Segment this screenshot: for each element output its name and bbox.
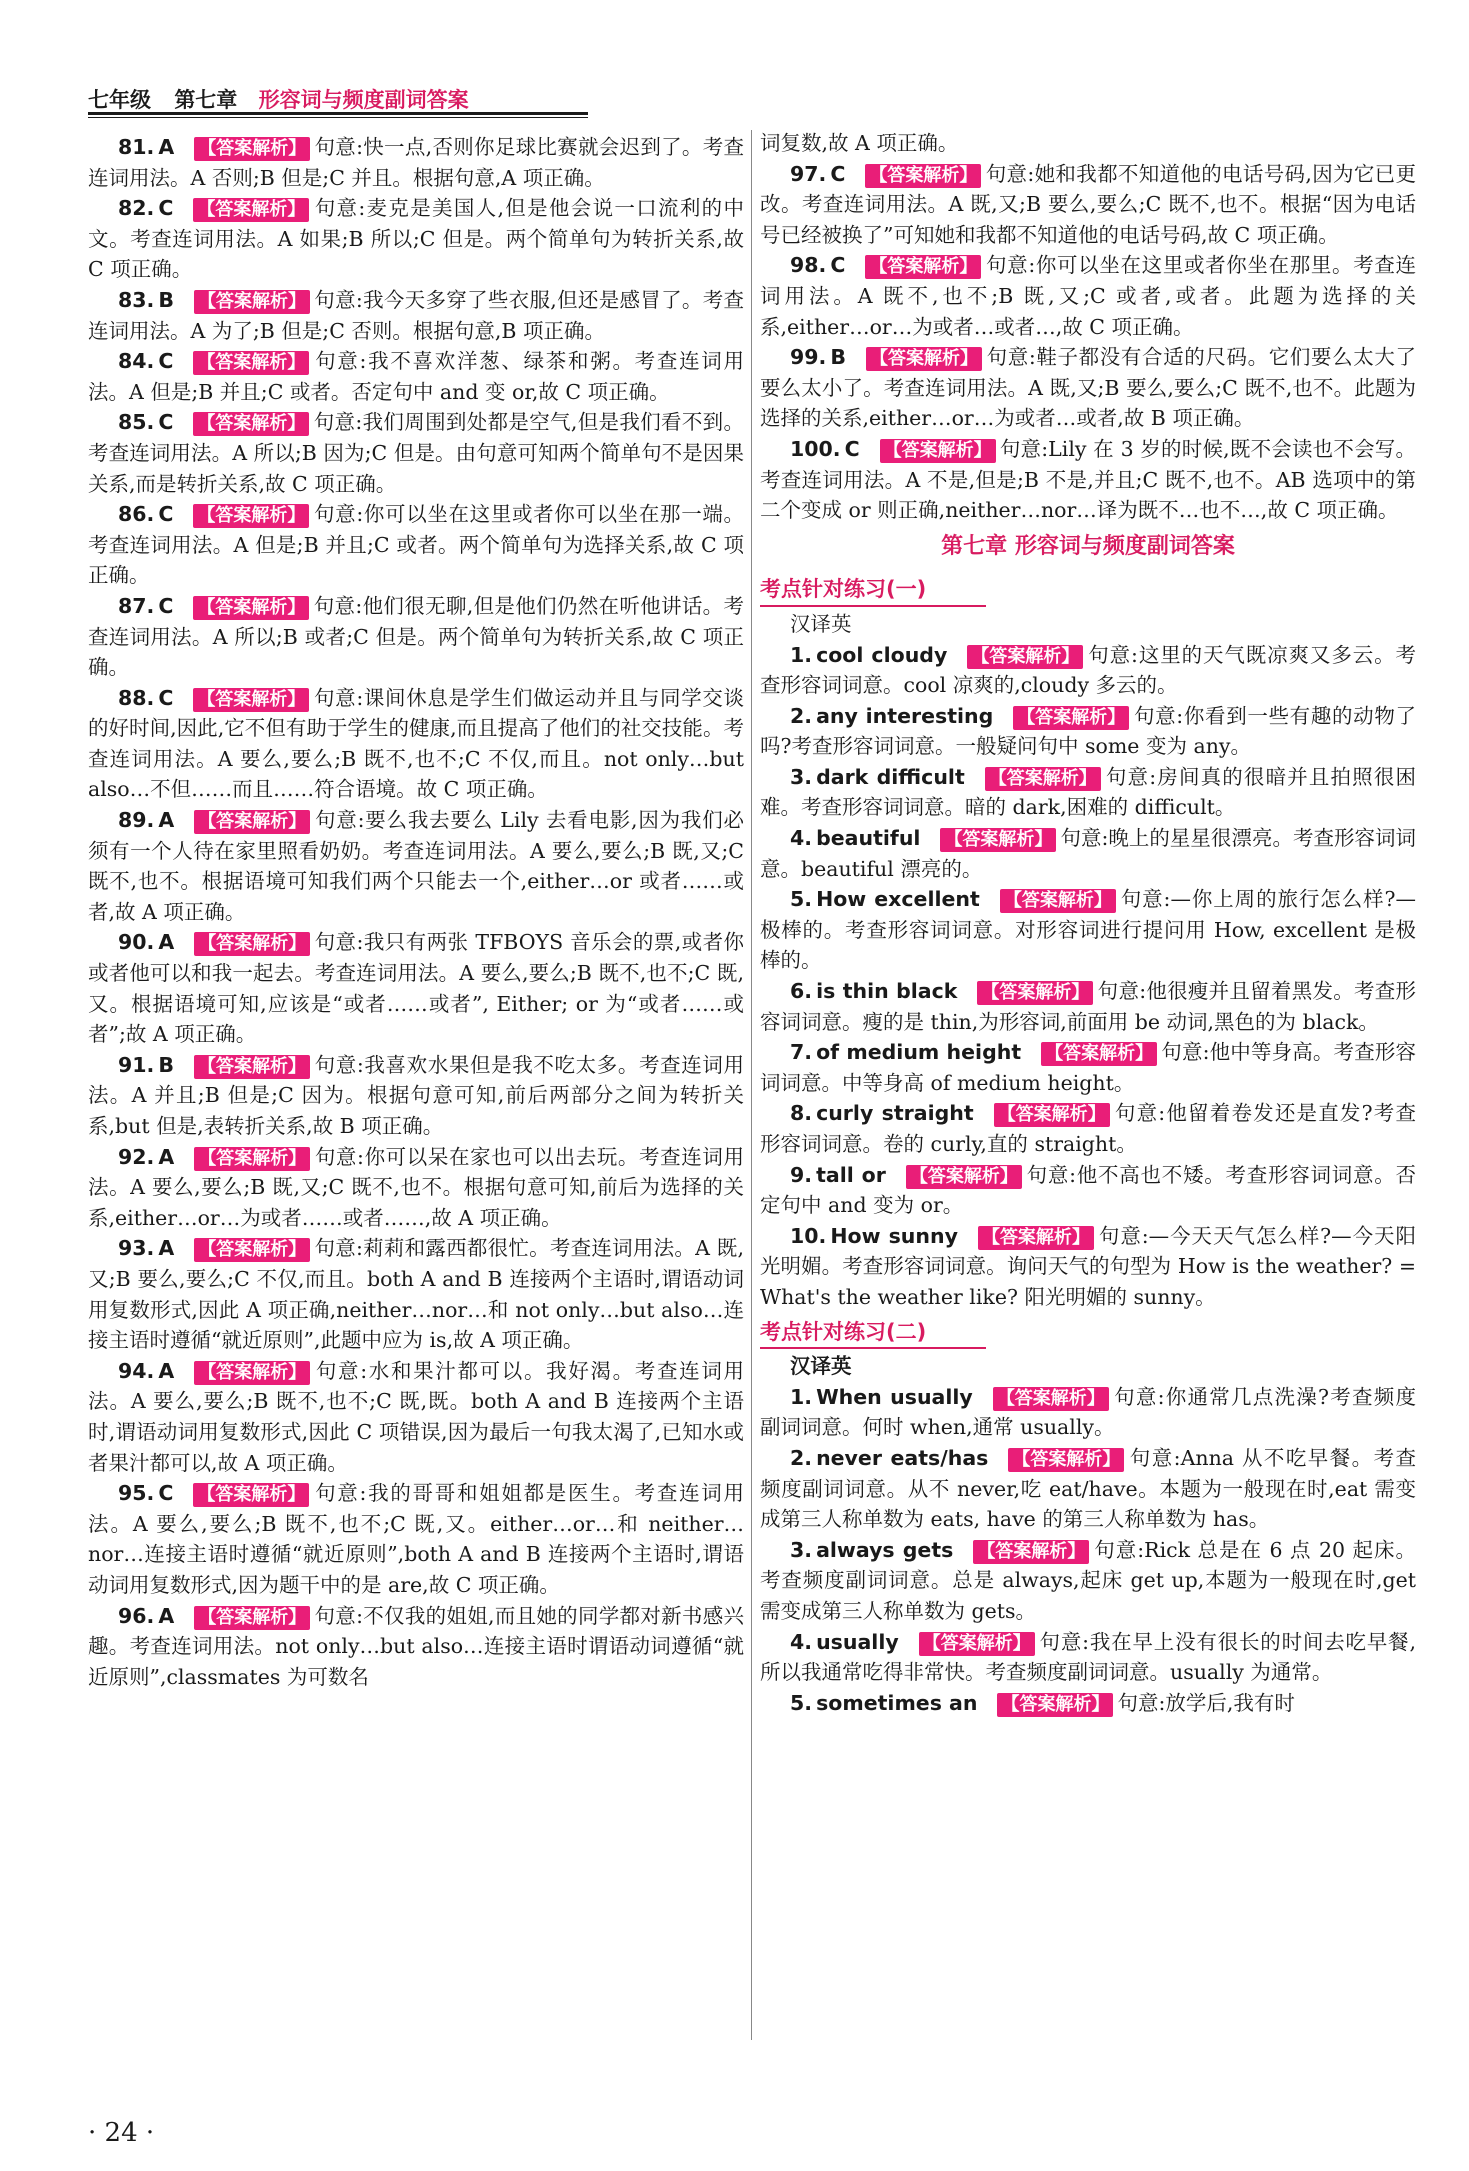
answer-item xyxy=(760,1160,1416,1221)
answer-item xyxy=(88,1478,744,1600)
answer-item xyxy=(88,499,744,591)
answer-item xyxy=(760,823,1416,884)
answer-item xyxy=(760,1535,1416,1627)
item-number: 91. xyxy=(118,1052,155,1077)
answer-analysis-tag: 【 答案解析 】 xyxy=(193,504,309,528)
item-number: 90. xyxy=(118,930,155,955)
item-explanation: 句意:我在早上没有很长的时间去吃早餐,所以我通常吃得非常快。考查频度副词词意。usually 为通常。 xyxy=(760,1629,1416,1685)
section-title-2: 考点针对练习(二) xyxy=(760,1317,986,1350)
answer-item xyxy=(760,250,1416,342)
answer-item xyxy=(88,193,744,285)
answer-analysis-tag: 【 答案解析 】 xyxy=(193,198,309,222)
item-answer: A xyxy=(158,1603,175,1628)
answer-analysis-tag: 【 答案解析 】 xyxy=(967,645,1083,669)
answer-analysis-tag: 【 答案解析 】 xyxy=(193,1483,309,1507)
item-explanation: 句意:水和果汁都可以。我好渴。考查连词用法。A 要么,要么;B 既不,也不;C 既,既。both A and B 连接两个主语时,谓语动词用复数形式,因此 C 项错误,因为最后一句我太渴了,已知水或者果汁都可以,故 A 项正确。 xyxy=(88,1358,744,1475)
item-number: 81. xyxy=(118,135,155,159)
item-answer: C xyxy=(158,685,174,710)
item-explanation: 句意:我喜欢水果但是我不吃太多。考查连词用法。A 并且;B 但是;C 因为。根据句意可知,前后两部分之间为转折关系,but 但是,表转折关系,故 B 项正确。 xyxy=(88,1052,744,1138)
item-number: 98. xyxy=(790,253,827,278)
item-number: 4. xyxy=(790,826,813,851)
item-number: 2. xyxy=(790,1445,813,1470)
item-number: 10. xyxy=(790,1223,827,1248)
answer-item xyxy=(88,1233,744,1355)
header-chapter: 第七章 xyxy=(174,88,238,112)
answer-item xyxy=(88,591,744,683)
item-answer: How sunny xyxy=(830,1223,958,1248)
item-number: 3. xyxy=(790,764,813,789)
item-explanation: 句意:麦克是美国人,但是他会说一口流利的中文。考查连词用法。A 如果;B 所以;C 但是。两个简单句为转折关系,故 C 项正确。 xyxy=(88,196,744,282)
page-header xyxy=(88,84,608,112)
item-explanation: 句意:—你上周的旅行怎么样?—极棒的。考查形容词词意。对形容词进行提问用 How, excellent 是极棒的。 xyxy=(760,887,1416,973)
item-number: 84. xyxy=(118,349,155,374)
item-number: 6. xyxy=(790,979,813,1004)
item-answer: C xyxy=(830,253,846,278)
item-answer: never eats/has xyxy=(816,1445,989,1470)
item-explanation: 句意:他中等身高。考查形容词词意。中等身高 of medium height。 xyxy=(760,1040,1416,1095)
answer-item xyxy=(760,1098,1416,1159)
answer-analysis-tag: 【 答案解析 】 xyxy=(880,439,996,463)
item-explanation: 句意:他不高也不矮。考查形容词词意。否定句中 and 变为 or。 xyxy=(760,1162,1416,1218)
right-column xyxy=(760,128,1416,1718)
answer-analysis-tag: 【 答案解析 】 xyxy=(997,1693,1113,1717)
item-answer: dark difficult xyxy=(816,764,965,789)
item-answer: C xyxy=(158,349,174,374)
item-answer: How excellent xyxy=(816,887,980,912)
answer-item xyxy=(760,434,1416,526)
item-explanation: 句意:课间休息是学生们做运动并且与同学交谈的好时间,因此,它不但有助于学生的健康,而且提高了他们的社交技能。考查连词用法。A 要么,要么;B 既不,也不;C 不仅,而且。not only…but also…不但……而且……符合语境。故 C 项正确。 xyxy=(88,685,744,802)
answer-item xyxy=(88,1142,744,1234)
item-answer: any interesting xyxy=(816,703,994,728)
item-number: 92. xyxy=(118,1144,155,1169)
section-subtitle-1: 汉译英 xyxy=(790,611,852,636)
item-explanation: 句意:Lily 在 3 岁的时候,既不会读也不会写。考查连词用法。A 不是,但是;B 不是,并且;C 既不,也不。AB 选项中的第二个变成 or 则正确,neither…nor…译为既不…也不…,故 C 项正确。 xyxy=(760,436,1416,523)
left-column xyxy=(88,132,744,1692)
answer-analysis-tag: 【 答案解析 】 xyxy=(1013,706,1129,730)
item-explanation: 句意:他很瘦并且留着黑发。考查形容词词意。瘦的是 thin,为形容词,前面用 be 动词,黑色的为 black。 xyxy=(760,979,1416,1034)
answer-item xyxy=(88,346,744,407)
item-answer: C xyxy=(844,436,860,461)
item-number: 85. xyxy=(118,410,155,435)
answer-analysis-tag: 【 答案解析 】 xyxy=(973,1540,1089,1564)
section-subtitle-2: 汉译英 xyxy=(790,1354,852,1379)
item-answer: A xyxy=(158,1358,175,1383)
right-items xyxy=(760,128,1416,526)
item-answer: C xyxy=(158,593,174,618)
item-answer: curly straight xyxy=(816,1101,974,1126)
item-explanation: 词复数,故 A 项正确。 xyxy=(760,131,959,155)
item-answer: A xyxy=(158,808,175,833)
item-answer: beautiful xyxy=(816,826,921,851)
answer-item xyxy=(88,1050,744,1142)
page-number: · 24 · xyxy=(88,2118,155,2148)
item-number: 83. xyxy=(118,287,155,312)
answer-item xyxy=(88,132,744,193)
item-answer: A xyxy=(158,1236,175,1261)
item-explanation: 句意:他留着卷发还是直发?考查形容词词意。卷的 curly,直的 straight。 xyxy=(760,1101,1416,1156)
section-2-items xyxy=(760,1382,1416,1719)
item-answer: C xyxy=(158,1481,174,1506)
item-number: 1. xyxy=(790,1384,813,1409)
header-rule xyxy=(88,112,588,115)
item-number: 8. xyxy=(790,1101,813,1126)
item-explanation: 句意:你可以坐在这里或者你可以坐在那一端。考查连词用法。A 但是;B 并且;C 或者。两个简单句为选择关系,故 C 项正确。 xyxy=(88,502,744,588)
answer-analysis-tag: 【 答案解析 】 xyxy=(985,767,1101,791)
item-number: 93. xyxy=(118,1236,155,1261)
item-number: 94. xyxy=(118,1358,155,1383)
answer-item xyxy=(760,1037,1416,1098)
answer-item xyxy=(760,762,1416,823)
item-answer: C xyxy=(158,502,174,527)
answer-item xyxy=(760,1382,1416,1443)
answer-analysis-tag: 【 答案解析 】 xyxy=(994,1103,1110,1127)
item-answer: A xyxy=(158,930,175,955)
answer-item xyxy=(760,1443,1416,1535)
item-explanation: 句意:我不喜欢洋葱、绿茶和粥。考查连词用法。A 但是;B 并且;C 或者。否定句中 and 变 or,故 C 项正确。 xyxy=(88,349,744,404)
answer-item xyxy=(88,285,744,346)
item-answer: B xyxy=(158,1052,174,1077)
item-number: 1. xyxy=(790,642,813,667)
item-answer: C xyxy=(830,161,846,186)
answer-analysis-tag: 【 答案解析 】 xyxy=(194,1606,310,1630)
item-answer: When usually xyxy=(816,1384,973,1409)
item-explanation: 句意:快一点,否则你足球比赛就会迟到了。考查连词用法。A 否则;B 但是;C 并且。根据句意,A 项正确。 xyxy=(88,135,744,190)
item-number: 96. xyxy=(118,1603,155,1628)
item-explanation: 句意:晚上的星星很漂亮。考查形容词词意。beautiful 漂亮的。 xyxy=(760,826,1416,881)
item-answer: is thin black xyxy=(816,979,958,1004)
section-1-items xyxy=(760,640,1416,1313)
item-number: 87. xyxy=(118,593,155,618)
item-explanation: 句意:你可以呆在家也可以出去玩。考查连词用法。A 要么,要么;B 既,又;C 既不,也不。根据句意可知,前后为选择的关系,either…or…为或者……或者……,故 A 项正确。 xyxy=(88,1144,744,1230)
item-answer: tall or xyxy=(816,1162,886,1187)
answer-analysis-tag: 【 答案解析 】 xyxy=(919,1632,1035,1656)
answer-item xyxy=(760,884,1416,976)
item-answer: A xyxy=(158,135,175,159)
answer-analysis-tag: 【 答案解析 】 xyxy=(1041,1042,1157,1066)
answer-item xyxy=(760,128,1416,159)
item-answer: A xyxy=(158,1144,175,1169)
answer-item xyxy=(760,1688,1416,1719)
item-answer: of medium height xyxy=(816,1040,1022,1065)
item-explanation: 句意:我们周围到处都是空气,但是我们看不到。考查连词用法。A 所以;B 因为;C 但是。由句意可知两个简单句不是因果关系,而是转折关系,故 C 项正确。 xyxy=(88,410,744,496)
answer-analysis-tag: 【 答案解析 】 xyxy=(194,1361,310,1385)
header-title: 形容词与频度副词答案 xyxy=(258,88,469,112)
section-title-1: 考点针对练习(一) xyxy=(760,574,986,607)
answer-analysis-tag: 【 答案解析 】 xyxy=(865,164,981,188)
item-explanation: 句意:你看到一些有趣的动物了吗?考查形容词词意。一般疑问句中 some 变为 any。 xyxy=(760,703,1417,759)
item-number: 88. xyxy=(118,685,155,710)
answer-item xyxy=(88,1356,744,1478)
answer-analysis-tag: 【 答案解析 】 xyxy=(194,137,310,161)
item-number: 100. xyxy=(790,436,841,461)
item-explanation: 句意:你通常几点洗澡?考查频度副词词意。何时 when,通常 usually。 xyxy=(760,1384,1417,1440)
header-grade: 七年级 xyxy=(88,88,151,112)
answer-analysis-tag: 【 答案解析 】 xyxy=(194,932,310,956)
item-answer: cool cloudy xyxy=(816,642,948,667)
answer-item xyxy=(760,701,1416,762)
item-explanation: 句意:我的哥哥和姐姐都是医生。考查连词用法。A 要么,要么;B 既不,也不;C 既,又。either…or…和 neither…nor…连接主语时遵循“就近原则”,both A and B 连接两个主语时,谓语动词用复数形式,因为题干中的是 are,故 C 项正确。 xyxy=(88,1481,744,1597)
item-explanation: 句意:不仅我的姐姐,而且她的同学都对新书感兴趣。考查连词用法。not only…but also…连接主语时谓语动词遵循“就近原则”,classmates 为可数名 xyxy=(88,1603,744,1689)
item-explanation: 句意:他们很无聊,但是他们仍然在听他讲话。考查连词用法。A 所以;B 或者;C 但是。两个简单句为转折关系,故 C 项正确。 xyxy=(88,593,744,680)
item-number: 2. xyxy=(790,703,813,728)
item-number: 9. xyxy=(790,1162,813,1187)
item-explanation: 句意:你可以坐在这里或者你坐在那里。考查连词用法。A 既不,也不;B 既,又;C 或者,或者。此题为选择的关系,either…or…为或者…或者…,故 C 项正确。 xyxy=(760,253,1416,339)
item-number: 5. xyxy=(790,887,813,912)
item-number: 82. xyxy=(118,196,155,221)
answer-item xyxy=(760,1221,1416,1313)
answer-analysis-tag: 【 答案解析 】 xyxy=(940,828,1056,852)
answer-item xyxy=(760,976,1416,1037)
item-explanation: 句意:房间真的很暗并且拍照很困难。考查形容词词意。暗的 dark,困难的 difficult。 xyxy=(760,764,1416,820)
answer-analysis-tag: 【 答案解析 】 xyxy=(865,255,981,279)
item-answer: usually xyxy=(816,1629,899,1654)
answer-analysis-tag: 【 答案解析 】 xyxy=(193,412,309,436)
answer-item xyxy=(760,640,1416,701)
item-number: 5. xyxy=(790,1690,813,1715)
item-explanation: 句意:这里的天气既凉爽又多云。考查形容词词意。cool 凉爽的,cloudy 多云的。 xyxy=(760,642,1416,698)
answer-item xyxy=(88,1601,744,1693)
item-explanation: 句意:我只有两张 TFBOYS 音乐会的票,或者你或者他可以和我一起去。考查连词用法。A 要么,要么;B 既不,也不;C 既,又。根据语境可知,应该是“或者……或者”, Either; or 为“或者……或者”;故 A 项正确。 xyxy=(88,930,744,1047)
item-number: 86. xyxy=(118,502,155,527)
item-explanation: 句意:莉莉和露西都很忙。考查连词用法。A 既,又;B 要么,要么;C 不仅,而且。both A and B 连接两个主语时,谓语动词用复数形式,因此 A 项正确,neither…nor…和 not only…but also…连接主语时遵循“就近原则”,此题中应为 is,故 A 项正确。 xyxy=(88,1236,744,1353)
item-number: 89. xyxy=(118,808,155,833)
answer-item xyxy=(88,683,744,805)
answer-item xyxy=(760,1627,1416,1688)
answer-analysis-tag: 【 答案解析 】 xyxy=(194,1055,310,1079)
item-answer: B xyxy=(830,345,846,370)
item-answer: C xyxy=(158,196,174,221)
column-divider xyxy=(751,130,752,2040)
item-explanation: 句意:她和我都不知道他的电话号码,因为它已更改。考查连词用法。A 既,又;B 要么,要么;C 既不,也不。根据“因为电话号已经被换了”可知她和我都不知道他的电话号码,故 C 项正确。 xyxy=(760,161,1416,247)
answer-analysis-tag: 【 答案解析 】 xyxy=(193,688,309,712)
answer-item xyxy=(88,805,744,927)
answer-item xyxy=(760,159,1416,251)
item-explanation: 句意:鞋子都没有合适的尺码。它们要么太大了要么太小了。考查连词用法。A 既,又;B 要么,要么;C 既不,也不。此题为选择的关系,either…or…为或者…或者,故 B 项正确。 xyxy=(760,345,1416,431)
item-number: 4. xyxy=(790,1629,813,1654)
item-answer: sometimes an xyxy=(816,1690,978,1715)
item-explanation: 句意:Rick 总是在 6 点 20 起床。考查频度副词词意。总是 always,起床 get up,本题为一般现在时,get 需变成第三人称单数为 gets。 xyxy=(760,1537,1416,1623)
answer-analysis-tag: 【 答案解析 】 xyxy=(866,347,982,371)
item-number: 3. xyxy=(790,1537,813,1562)
answer-analysis-tag: 【 答案解析 】 xyxy=(906,1165,1022,1189)
answer-analysis-tag: 【 答案解析 】 xyxy=(194,290,310,314)
item-explanation: 句意:—今天天气怎么样?—今天阳光明媚。考查形容词词意。询问天气的句型为 How is the weather? = What's the weather like? 阳光明媚的 sunny。 xyxy=(760,1223,1416,1309)
answer-analysis-tag: 【 答案解析 】 xyxy=(977,981,1093,1005)
answer-item xyxy=(88,927,744,1049)
item-number: 99. xyxy=(790,345,827,370)
answer-analysis-tag: 【 答案解析 】 xyxy=(193,351,309,375)
answer-item xyxy=(760,342,1416,434)
item-answer: C xyxy=(158,410,174,435)
answer-analysis-tag: 【 答案解析 】 xyxy=(194,1147,310,1171)
item-explanation: 句意:我今天多穿了些衣服,但还是感冒了。考查连词用法。A 为了;B 但是;C 否则。根据句意,B 项正确。 xyxy=(88,287,744,343)
item-explanation: 句意:要么我去要么 Lily 去看电影,因为我们必须有一个人待在家里照看奶奶。考查连词用法。A 要么,要么;B 既,又;C 既不,也不。根据语境可知我们两个只能去一个,either…or 或者……或者,故 A 项正确。 xyxy=(88,808,744,924)
item-number: 95. xyxy=(118,1481,155,1506)
answer-item xyxy=(88,407,744,499)
item-answer: always gets xyxy=(816,1537,954,1562)
answer-analysis-tag: 【 答案解析 】 xyxy=(194,1238,310,1262)
item-explanation: 句意:放学后,我有时 xyxy=(1117,1690,1295,1715)
answer-analysis-tag: 【 答案解析 】 xyxy=(193,596,309,620)
chapter-title: 第七章 形容词与频度副词答案 xyxy=(941,533,1235,559)
answer-analysis-tag: 【 答案解析 】 xyxy=(1000,889,1116,913)
answer-analysis-tag: 【 答案解析 】 xyxy=(194,810,310,834)
answer-analysis-tag: 【 答案解析 】 xyxy=(993,1387,1109,1411)
header-rule-thin xyxy=(88,117,588,118)
answer-analysis-tag: 【 答案解析 】 xyxy=(978,1226,1094,1250)
item-number: 7. xyxy=(790,1040,813,1065)
item-number: 97. xyxy=(790,161,827,186)
item-answer: B xyxy=(158,287,174,312)
answer-analysis-tag: 【 答案解析 】 xyxy=(1008,1448,1124,1472)
item-explanation: 句意:Anna 从不吃早餐。考查频度副词词意。从不 never,吃 eat/have。本题为一般现在时,eat 需变成第三人称单数为 eats, have 的第三人称单数为 has。 xyxy=(760,1445,1416,1532)
